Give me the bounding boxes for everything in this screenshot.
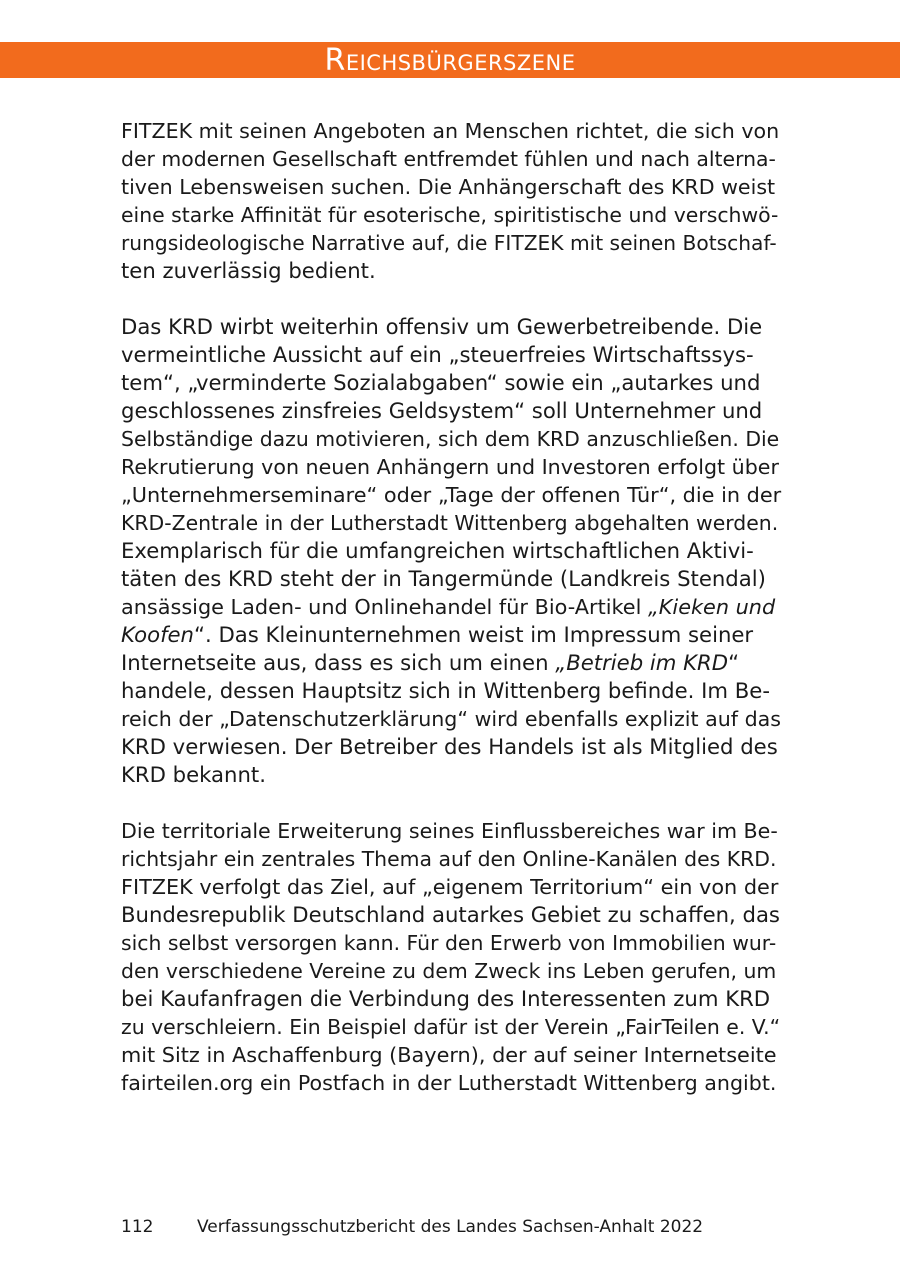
paragraph xyxy=(121,313,781,789)
text-line: FITZEK verfolgt das Ziel, auf „eigenem Territorium“ ein von der xyxy=(121,875,779,899)
paragraph-spacer xyxy=(121,789,781,817)
text-line: bei Kaufanfragen die Verbindung des Interessenten zum KRD xyxy=(121,986,771,1011)
text-line: der modernen Gesellschaft entfremdet fühlen und nach alterna- xyxy=(121,147,776,171)
text-line: KRD bekannt. xyxy=(121,762,266,787)
page-footer xyxy=(121,1216,703,1238)
text-line: vermeintliche Aussicht auf ein „steuerfreies Wirtschaftssys- xyxy=(121,342,754,367)
text-line: handele, dessen Hauptsitz sich in Wittenberg befinde. Im Be- xyxy=(121,678,770,703)
text-line: „Unternehmerseminare“ oder „Tage der offenen Tür“, die in der xyxy=(121,483,782,507)
text-line: zu verschleiern. Ein Beispiel dafür ist der Verein „FairTeilen e. V.“ xyxy=(121,1015,781,1039)
text-line: mit Sitz in Aschaffenburg (Bayern), der auf seiner Internetseite xyxy=(121,1043,777,1067)
text-line: sich selbst versorgen kann. Für den Erwerb von Immobilien wur- xyxy=(121,931,777,955)
text-line: ten zuverlässig bedient. xyxy=(121,258,376,283)
page-section-title: Reichsbürgerszene xyxy=(324,43,576,78)
text-line: Die territoriale Erweiterung seines Einflussbereiches war im Be- xyxy=(121,819,778,843)
text-line: Rekrutierung von neuen Anhängern und Investoren erfolgt über xyxy=(121,455,779,479)
text-line: täten des KRD steht der in Tangermünde (Landkreis Stendal) xyxy=(121,566,766,591)
paragraph xyxy=(121,817,781,1097)
text-line: ansässige Laden- und Onlinehandel für Bio-Artikel „Kieken und xyxy=(121,595,776,619)
text-line: eine starke Affinität für esoterische, spiritistische und verschwö- xyxy=(121,203,779,227)
page-number: 112 xyxy=(121,1217,154,1237)
text-line: Koofen“. Das Kleinunternehmen weist im Impressum seiner xyxy=(121,622,754,647)
paragraph-spacer xyxy=(121,285,781,313)
body-text xyxy=(121,117,781,1097)
italic-text: „Kieken und xyxy=(648,595,776,619)
italic-text: Koofen xyxy=(121,622,194,647)
text-line: den verschiedene Vereine zu dem Zweck ins Leben gerufen, um xyxy=(121,959,777,983)
publication-title: Verfassungsschutzbericht des Landes Sachsen-Anhalt 2022 xyxy=(197,1217,704,1237)
text-line: Exemplarisch für die umfangreichen wirtschaftlichen Aktivi- xyxy=(121,538,754,563)
text-line: Das KRD wirbt weiterhin offensiv um Gewerbetreibende. Die xyxy=(121,314,763,339)
text-line: geschlossenes zinsfreies Geldsystem“ soll Unternehmer und xyxy=(121,398,763,423)
text-line: tiven Lebensweisen suchen. Die Anhängerschaft des KRD weist xyxy=(121,175,776,199)
text-line: Internetseite aus, dass es sich um einen „Betrieb im KRD“ xyxy=(121,650,740,675)
text-line: tem“, „verminderte Sozialabgaben“ sowie ein „autarkes und xyxy=(121,370,761,395)
text-line: rungsideologische Narrative auf, die FITZEK mit seinen Botschaf- xyxy=(121,231,777,255)
text-line: FITZEK mit seinen Angeboten an Menschen richtet, die sich von xyxy=(121,119,780,143)
text-line: Bundesrepublik Deutschland autarkes Gebiet zu schaffen, das xyxy=(121,902,780,927)
text-line: richtsjahr ein zentrales Thema auf den Online-Kanälen des KRD. xyxy=(121,847,777,871)
italic-text: „Betrieb im KRD xyxy=(555,650,729,675)
text-line: reich der „Datenschutzerklärung“ wird ebenfalls explizit auf das xyxy=(121,707,781,731)
text-line: Selbständige dazu motivieren, sich dem KRD anzuschließen. Die xyxy=(121,427,780,451)
text-line: fairteilen.org ein Postfach in der Lutherstadt Wittenberg angibt. xyxy=(121,1071,777,1095)
paragraph xyxy=(121,117,781,285)
text-line: KRD-Zentrale in der Lutherstadt Wittenberg abgehalten werden. xyxy=(121,511,779,535)
text-line: KRD verwiesen. Der Betreiber des Handels ist als Mitglied des xyxy=(121,734,778,759)
